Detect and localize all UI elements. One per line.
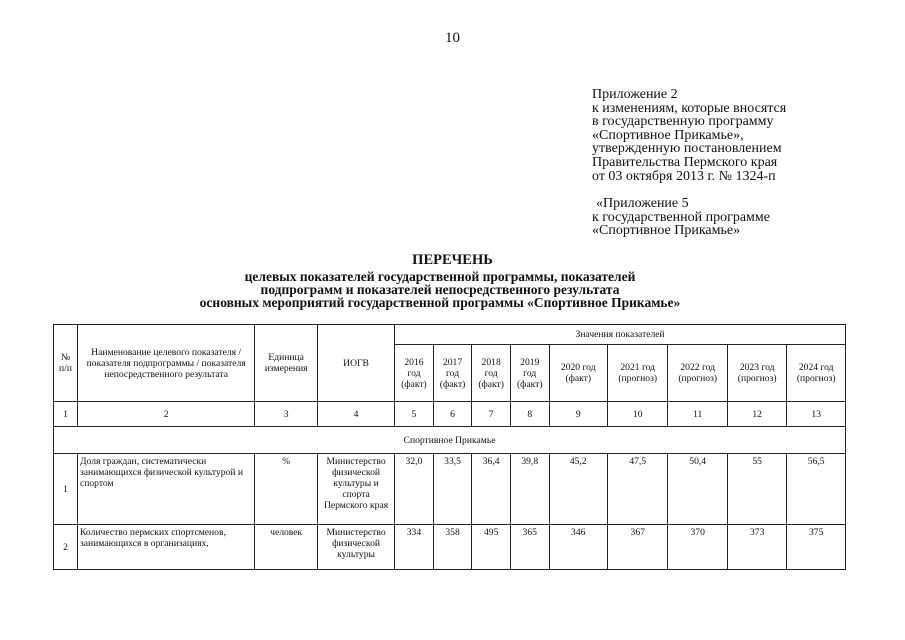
- column-number: 5: [395, 402, 434, 427]
- header-year: 2022 год (прогноз): [668, 345, 727, 402]
- row-num: 1: [54, 454, 78, 525]
- row-num: 2: [54, 525, 78, 570]
- row-value: 32,0: [395, 454, 434, 525]
- section-title: Спортивное Прикамье: [54, 427, 846, 454]
- document-title: ПЕРЕЧЕНЬ: [412, 252, 493, 268]
- column-number: 6: [433, 402, 472, 427]
- document-subtitle: [160, 270, 720, 309]
- row-value: 334: [395, 525, 434, 570]
- table-header-row: [54, 325, 846, 345]
- row-value: 56,5: [787, 454, 846, 525]
- column-number: 7: [472, 402, 511, 427]
- header-year: 2017 год (факт): [433, 345, 472, 402]
- row-value: 36,4: [472, 454, 511, 525]
- column-number: 9: [549, 402, 607, 427]
- row-value: 370: [668, 525, 727, 570]
- header-year: 2018 год (факт): [472, 345, 511, 402]
- row-name: Количество пермских спортсменов, занимающихся в организациях,: [77, 525, 254, 570]
- appendix-line: к изменениям, которые вносятся: [592, 100, 787, 116]
- appendix-line: Приложение 2: [592, 87, 678, 102]
- column-number: 2: [77, 402, 254, 427]
- header-year: 2019 год (факт): [510, 345, 549, 402]
- appendix-line: утвержденную постановлением: [592, 141, 782, 157]
- header-values-group: Значения показателей: [395, 325, 846, 345]
- page-number: 10: [445, 30, 460, 46]
- header-num: № п/п: [54, 325, 78, 402]
- subtitle-line: подпрограмм и показателей непосредственного результата: [260, 282, 620, 297]
- section-row: [54, 427, 846, 454]
- header-name: Наименование целевого показателя / показателя подпрограммы / показателя непосредственного результата: [77, 325, 254, 402]
- row-name: Доля граждан, систематически занимающихся физической культурой и спортом: [77, 454, 254, 525]
- column-number: 1: [54, 402, 78, 427]
- row-value: 358: [433, 525, 472, 570]
- row-unit: %: [255, 454, 318, 525]
- column-number: 13: [787, 402, 846, 427]
- table-row: [54, 525, 846, 570]
- subtitle-line: основных мероприятий государственной программы «Спортивное Прикамье»: [199, 295, 681, 310]
- subtitle-line: целевых показателей государственной программы, показателей: [244, 269, 636, 284]
- row-value: 373: [727, 525, 786, 570]
- row-value: 45,2: [549, 454, 607, 525]
- row-value: 365: [510, 525, 549, 570]
- column-numbers-row: [54, 402, 846, 427]
- header-year: 2024 год (прогноз): [787, 345, 846, 402]
- header-unit: Единица измерения: [255, 325, 318, 402]
- row-iogv: Министерство физической культуры и спорта Пермского края: [317, 454, 394, 525]
- row-value: 495: [472, 525, 511, 570]
- row-value: 55: [727, 454, 786, 525]
- appendix-line: в государственную программу: [592, 114, 774, 130]
- row-value: 50,4: [668, 454, 727, 525]
- column-number: 10: [607, 402, 668, 427]
- row-value: 367: [607, 525, 668, 570]
- column-number: 12: [727, 402, 786, 427]
- row-value: 375: [787, 525, 846, 570]
- column-number: 11: [668, 402, 727, 427]
- row-value: 39,8: [510, 454, 549, 525]
- column-number: 8: [510, 402, 549, 427]
- header-year: 2016 год (факт): [395, 345, 434, 402]
- row-iogv: Министерство физической культуры: [317, 525, 394, 570]
- indicators-table: [53, 324, 846, 570]
- row-unit: человек: [255, 525, 318, 570]
- appendix-line: «Спортивное Прикамье»: [592, 223, 741, 239]
- row-value: 346: [549, 525, 607, 570]
- column-number: 3: [255, 402, 318, 427]
- header-year: 2021 год (прогноз): [607, 345, 668, 402]
- header-year: 2023 год (прогноз): [727, 345, 786, 402]
- column-number: 4: [317, 402, 394, 427]
- header-iogv: ИОГВ: [317, 325, 394, 402]
- row-value: 47,5: [607, 454, 668, 525]
- header-year: 2020 год (факт): [549, 345, 607, 402]
- appendix-line: к государственной программе: [592, 209, 770, 225]
- appendix-line: от 03 октября 2013 г. № 1324-п: [592, 168, 776, 184]
- appendix-block: [592, 88, 892, 238]
- table-row: [54, 454, 846, 525]
- appendix-line: «Спортивное Прикамье»,: [592, 127, 744, 143]
- appendix-line: «Приложение 5: [596, 196, 689, 212]
- appendix-line: Правительства Пермского края: [592, 154, 778, 170]
- row-value: 33,5: [433, 454, 472, 525]
